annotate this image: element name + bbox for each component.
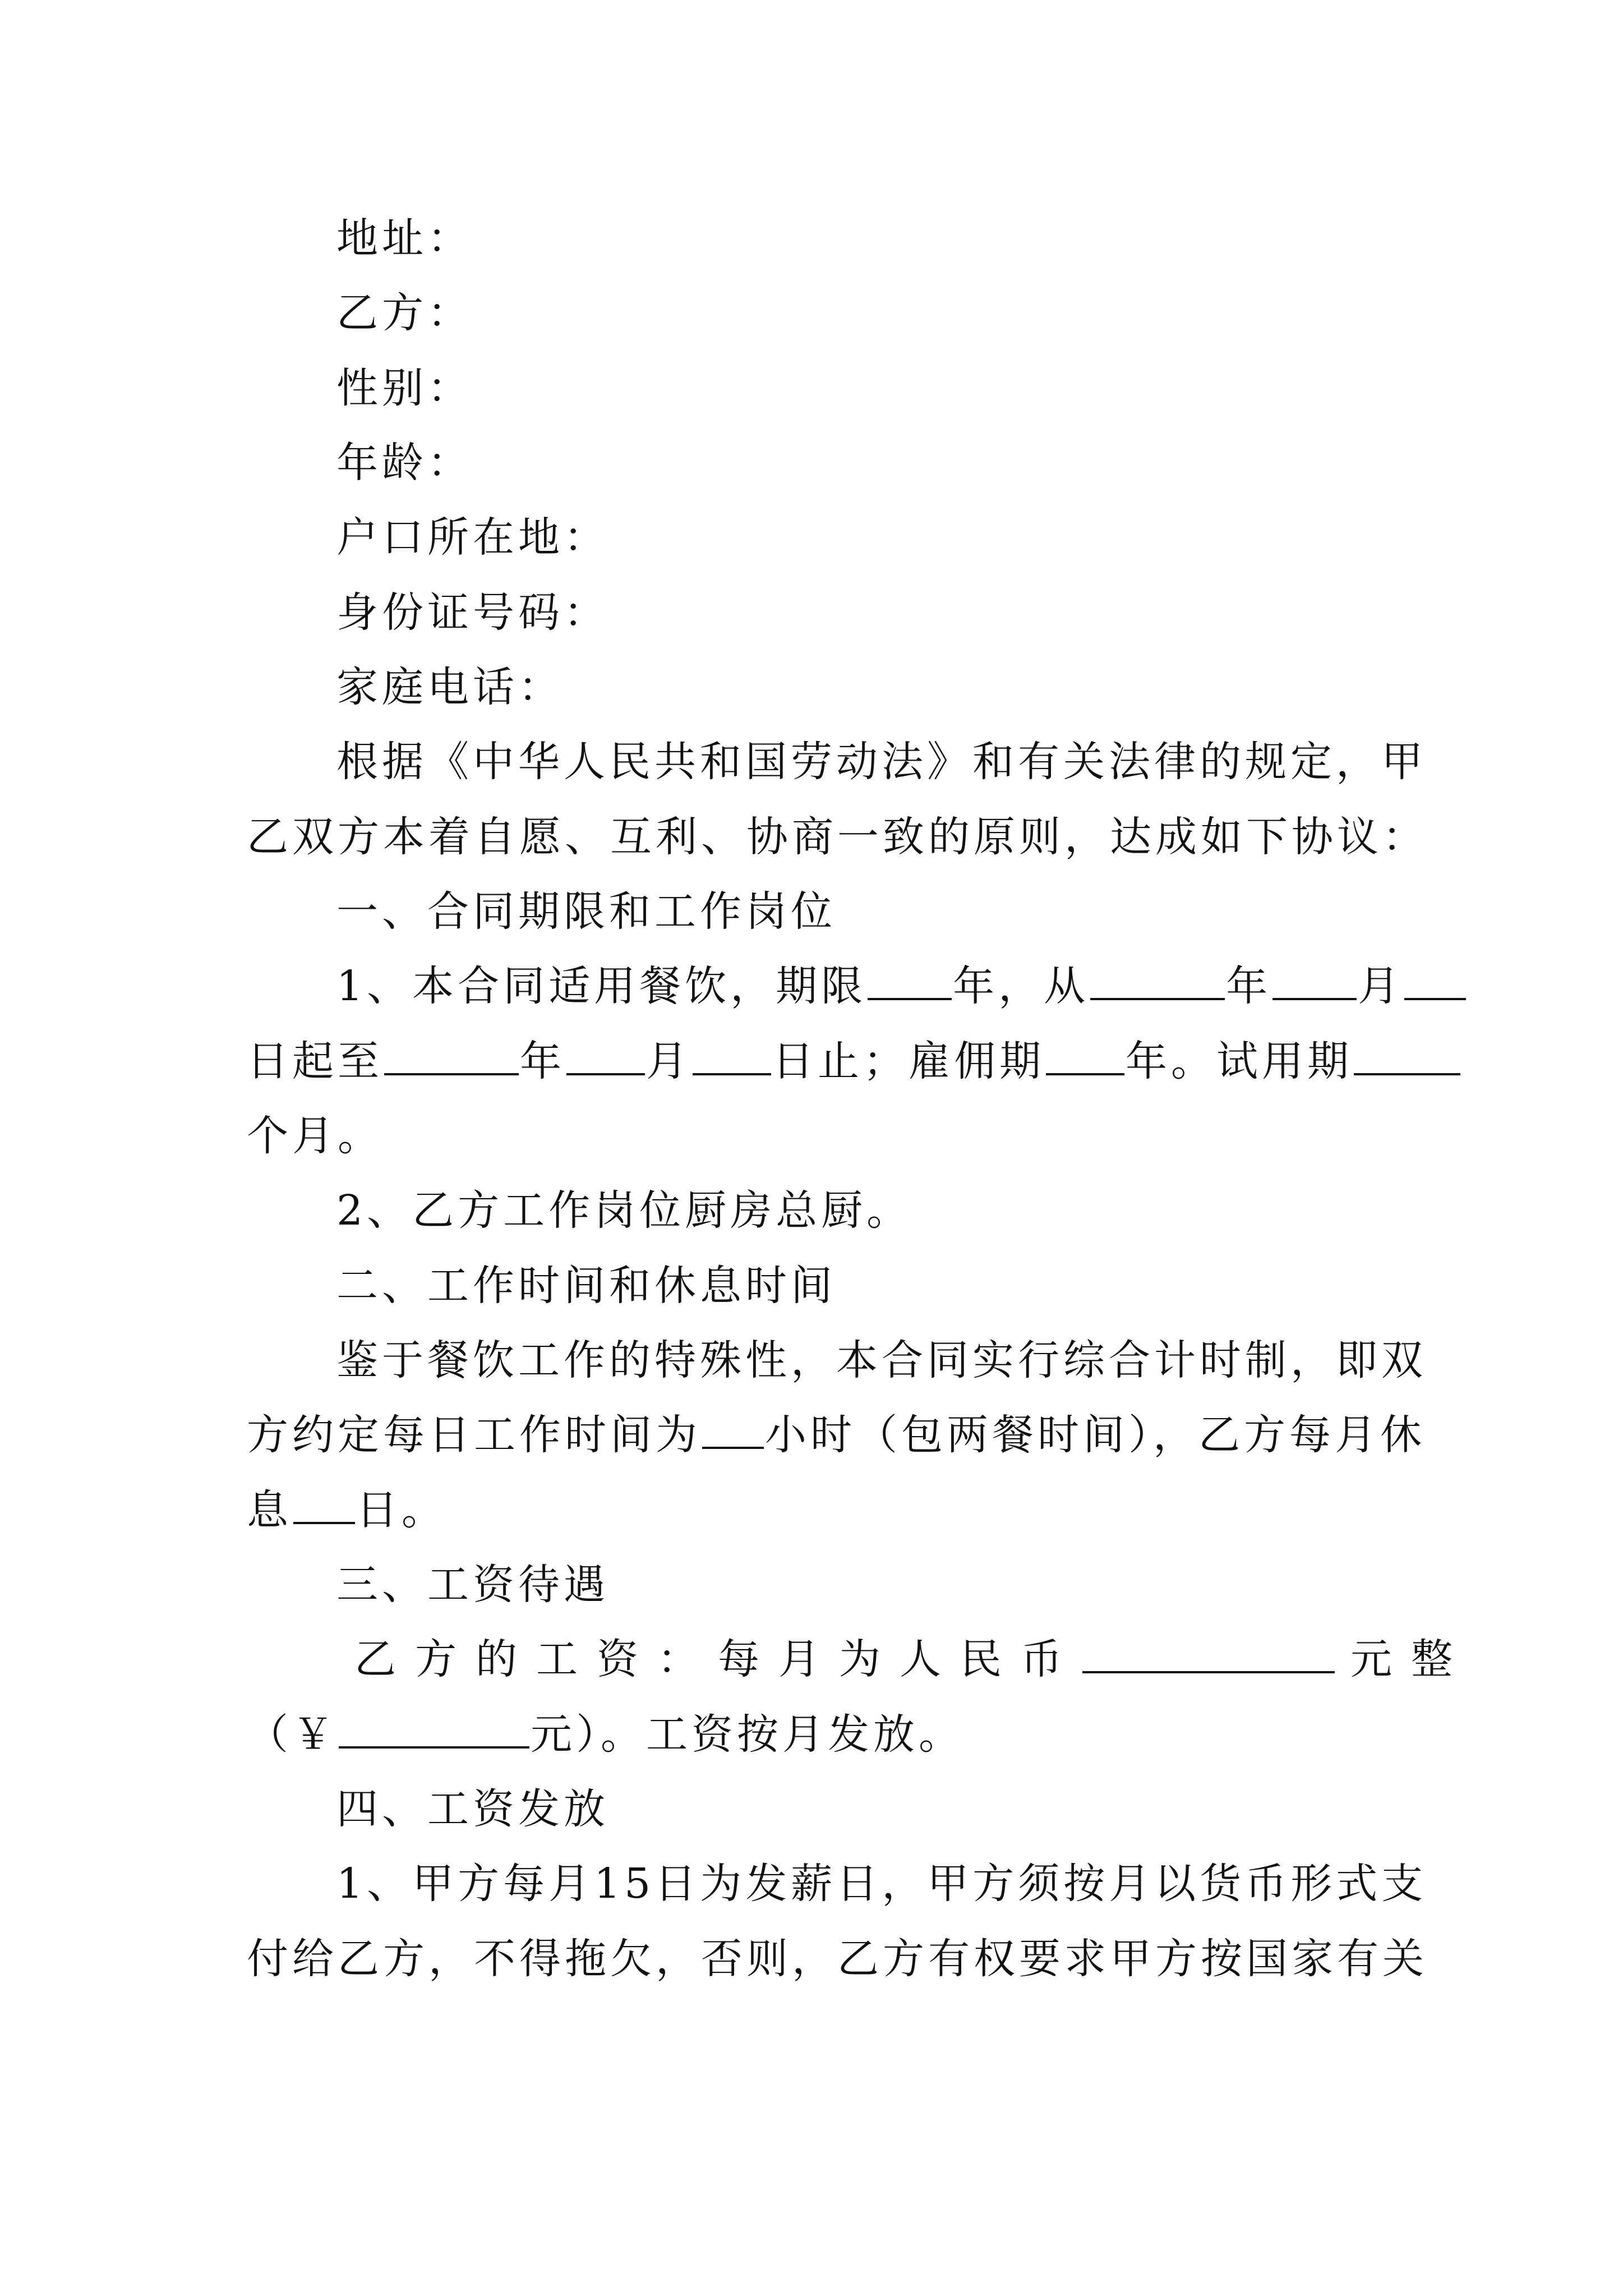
end-day-blank [693,1034,771,1075]
clause-1-text-f: 年 [520,1037,565,1085]
clause-1-text-e: 日起至 [247,1037,383,1085]
start-year-blank [1090,959,1225,1000]
wage-text-b: 元整 [1350,1635,1472,1683]
wage-line-1 [354,1631,1472,1687]
field-gender: 性别： [336,364,473,412]
clause-2-job-position: 2、乙方工作岗位厨房总厨。 [336,1186,912,1235]
clause-1-text-c: 年 [1226,962,1272,1010]
preamble-line-1: 根据《中华人民共和国劳动法》和有关法律的规定，甲 [336,738,1427,786]
wage-text-c: （￥ [247,1710,338,1759]
end-year-blank [384,1034,519,1075]
term-years-blank [868,959,952,1000]
employment-years-blank [1046,1034,1124,1075]
clause-1-text-h: 日止；雇佣期 [772,1037,1045,1085]
clause-1-text-a: 1、本合同适用餐饮，期限 [336,962,867,1010]
wage-text-a: 乙方的工资：每月为人民币 [354,1635,1081,1683]
field-id-number: 身份证号码： [336,588,609,637]
work-time-text-d: 日。 [356,1486,447,1534]
section-4-heading: 四、工资发放 [336,1785,609,1833]
work-time-text-a: 方约定每日工作时间为 [247,1411,701,1459]
wage-line-2 [247,1706,1391,1763]
clause-1-text-g: 月 [646,1037,691,1085]
field-age: 年龄： [336,439,473,487]
payment-line-1: 1、甲方每月15日为发薪日，甲方须按月以货币形式支 [336,1860,1427,1908]
start-day-blank [1404,959,1466,1000]
end-month-blank [566,1034,645,1075]
section-1-heading: 一、合同期限和工作岗位 [336,887,836,936]
monthly-wage-blank [1082,1632,1335,1673]
field-party-b: 乙方： [336,289,473,337]
work-time-line-3 [247,1482,1391,1538]
clause-1-text-d: 月 [1358,962,1404,1010]
section-3-heading: 三、工资待遇 [336,1561,609,1609]
start-month-blank [1272,959,1357,1000]
work-time-line-1: 鉴于餐饮工作的特殊性，本合同实行综合计时制，即双 [336,1336,1427,1384]
probation-months-blank [1354,1034,1460,1075]
work-time-line-2 [247,1407,1426,1463]
clause-1-line-1 [336,958,1404,1014]
wage-text-d: 元）。工资按月发放。 [531,1710,964,1759]
work-time-text-b: 小时（包两餐时间），乙方每月休 [765,1411,1426,1459]
clause-1-line-3: 个月。 [247,1112,383,1160]
daily-hours-blank [702,1407,764,1449]
field-home-phone: 家庭电话： [336,663,564,711]
section-2-heading: 二、工作时间和休息时间 [336,1262,836,1310]
wage-amount-blank [339,1707,529,1749]
work-time-text-c: 息 [247,1486,292,1534]
rest-days-blank [293,1483,355,1524]
clause-1-text-i: 年。试用期 [1126,1037,1353,1085]
clause-1-text-b: 年，从 [953,962,1090,1010]
field-address: 地址： [336,214,473,263]
payment-line-2: 付给乙方，不得拖欠，否则，乙方有权要求甲方按国家有关 [247,1935,1428,1983]
preamble-line-2: 乙双方本着自愿、互利、协商一致的原则，达成如下协议： [247,813,1428,861]
clause-1-line-2 [247,1033,1391,1089]
field-hukou: 户口所在地： [336,513,609,562]
